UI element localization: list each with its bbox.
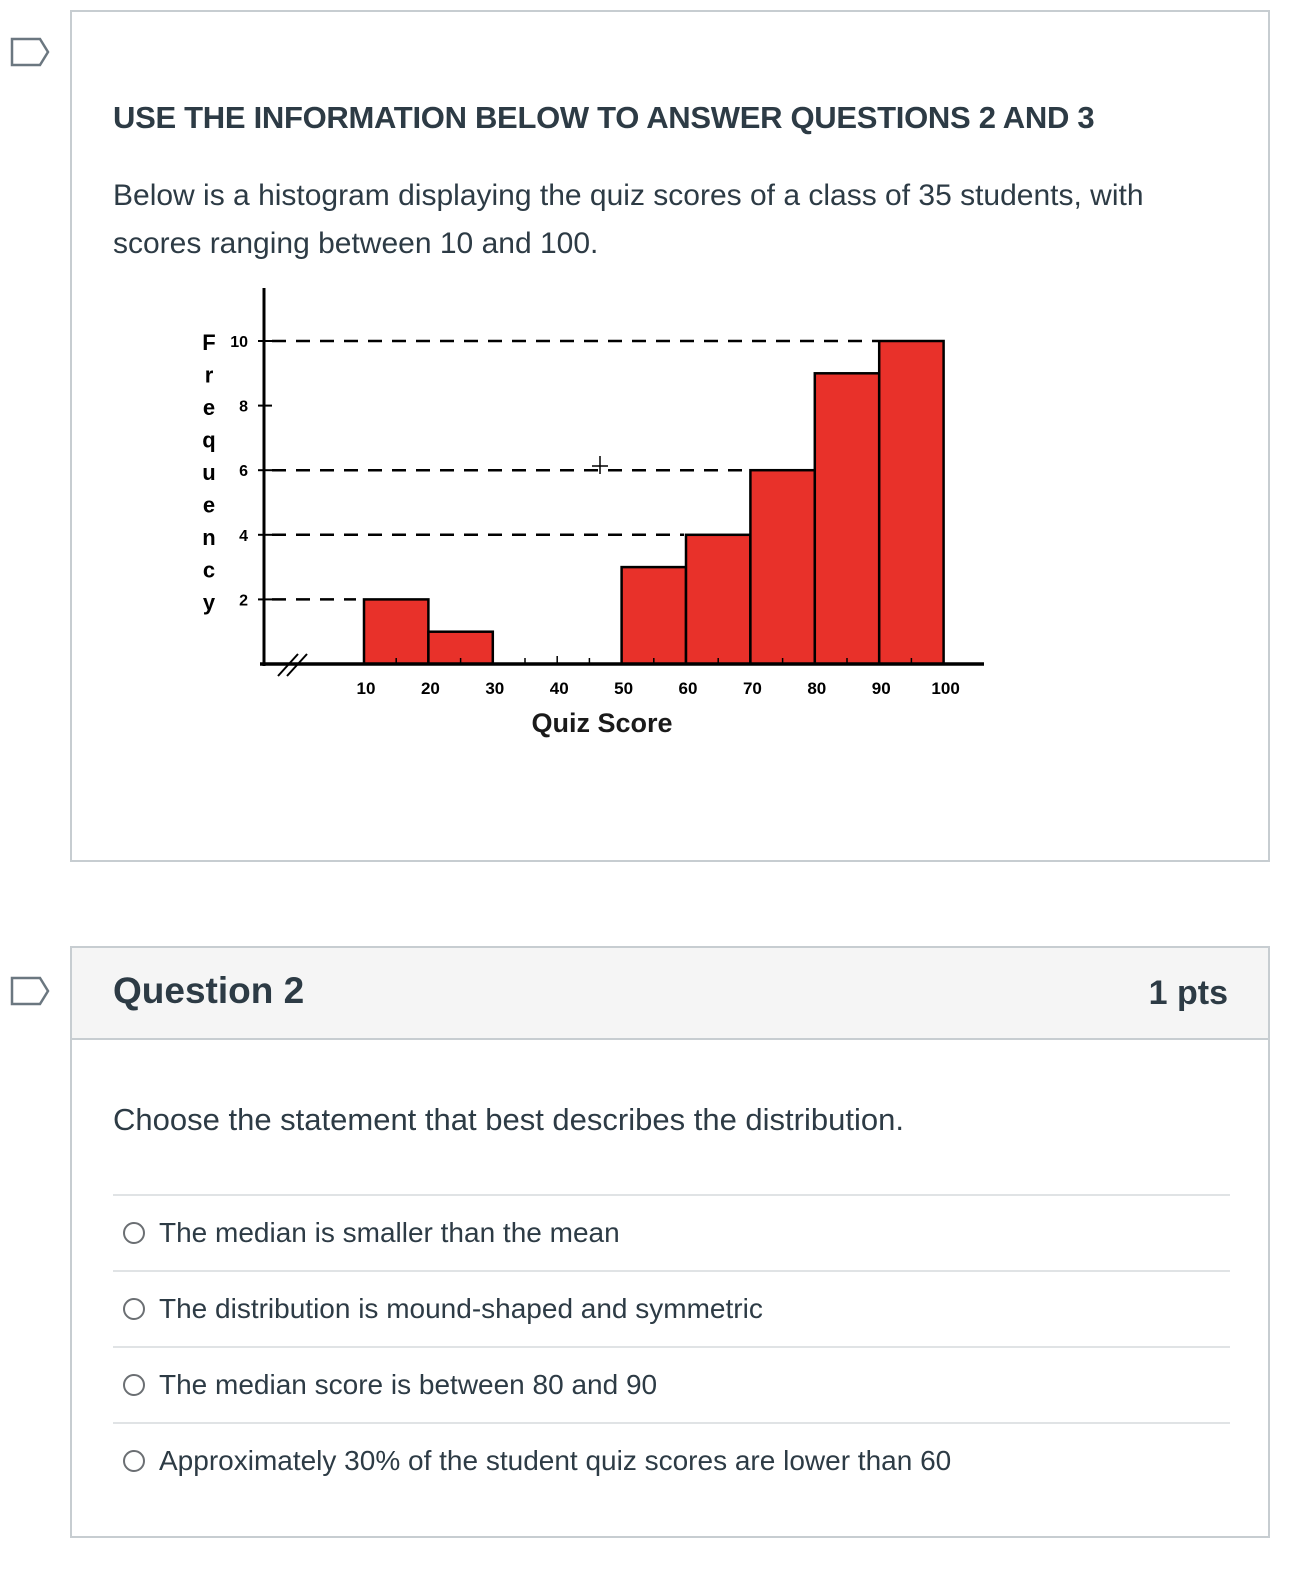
histogram-bar: [815, 373, 879, 664]
x-tick-label: 40: [549, 679, 569, 698]
answer-list: [113, 1194, 1230, 1498]
histogram-bar: [622, 567, 686, 664]
answer-label: Approximately 30% of the student quiz scores are lower than 60: [159, 1445, 952, 1476]
y-axis-label-letter: u: [202, 460, 216, 485]
radio-button[interactable]: [123, 1374, 145, 1396]
info-text-block: [70, 10, 1270, 862]
x-tick-label: 30: [485, 679, 505, 698]
bookmark-flag-icon[interactable]: [10, 976, 50, 1006]
answer-option[interactable]: [113, 1194, 1230, 1270]
bookmark-flag-icon[interactable]: [10, 37, 50, 67]
histogram-bar: [750, 470, 814, 664]
y-axis-label-letter: c: [202, 557, 216, 583]
y-axis-label-letter: e: [202, 395, 216, 420]
histogram-bar: [879, 341, 943, 664]
x-tick-label: 90: [871, 679, 891, 698]
y-tick-label: 10: [230, 334, 248, 351]
y-tick-label: 6: [239, 463, 248, 481]
x-tick-label: 100: [931, 679, 960, 698]
answer-label: The distribution is mound-shaped and symmetric: [159, 1293, 763, 1324]
question-points: 1 pts: [1148, 974, 1228, 1012]
y-axis-label-letter: q: [202, 427, 216, 453]
info-description: Below is a histogram displaying the quiz scores of a class of 35 students, with scores ranging between 10 and 100.: [113, 179, 1144, 260]
x-axis-label: Quiz Score: [531, 708, 673, 738]
question-header: [72, 948, 1268, 1040]
x-tick-label: 10: [356, 679, 376, 698]
answer-option[interactable]: [113, 1422, 1230, 1498]
x-tick-label: 60: [678, 679, 698, 698]
answer-option[interactable]: [113, 1346, 1230, 1422]
answer-option[interactable]: [113, 1270, 1230, 1346]
radio-button[interactable]: [123, 1298, 145, 1320]
y-axis-label-letter: e: [202, 492, 216, 518]
quiz-score-histogram: [72, 12, 1268, 860]
histogram-bar: [686, 535, 750, 664]
radio-button[interactable]: [123, 1450, 145, 1472]
answer-label: The median is smaller than the mean: [159, 1217, 620, 1248]
radio-button[interactable]: [123, 1222, 145, 1244]
x-tick-label: 20: [420, 679, 440, 698]
y-axis-label-letter: n: [202, 525, 216, 550]
question-title: Question 2: [113, 970, 305, 1011]
histogram-bar: [364, 599, 428, 664]
y-axis-label-letter: r: [204, 362, 214, 388]
x-tick-label: 70: [742, 679, 762, 698]
y-axis-label-letter: y: [202, 590, 216, 615]
question-text: Choose the statement that best describes the distribution.: [113, 1102, 904, 1137]
info-heading: USE THE INFORMATION BELOW TO ANSWER QUESTIONS 2 AND 3: [113, 100, 1095, 135]
y-tick-label: 2: [239, 592, 248, 610]
question-card: [70, 946, 1270, 1538]
answer-label: The median score is between 80 and 90: [159, 1369, 658, 1400]
x-tick-label: 80: [807, 679, 827, 698]
y-tick-label: 8: [239, 398, 248, 416]
y-axis-label-letter: F: [202, 330, 216, 355]
y-tick-label: 4: [239, 527, 248, 545]
x-tick-label: 50: [614, 679, 634, 698]
